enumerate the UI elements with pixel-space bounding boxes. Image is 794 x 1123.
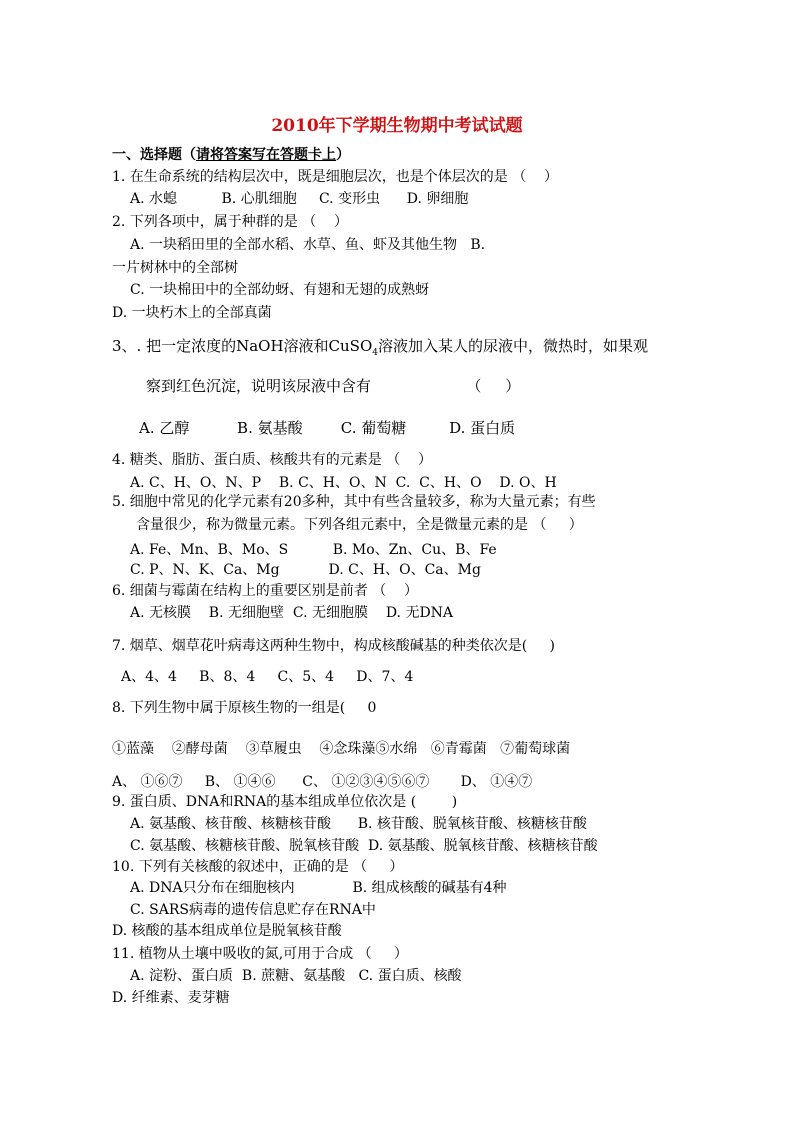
page-title: 2010年下学期生物期中考试试题 [271,116,523,136]
q4-stem: 4. 糖类、脂肪、蛋白质、核酸共有的元素是 （ ） [112,452,433,468]
q1-options: A. 水螅 B. 心肌细胞 C. 变形虫 D. 卵细胞 [130,191,469,207]
q3-stem-sub: 4 [372,348,378,358]
q6-options: A. 无核膜 B. 无细胞壁 C. 无细胞膜 D. 无DNA [130,605,454,621]
q8-items: ①蓝藻 ②酵母菌 ③草履虫 ④念珠藻⑤水绵 ⑥青霉菌 ⑦葡萄球菌 [112,741,571,757]
section-heading [112,146,350,164]
q3-stem [112,337,648,362]
q8-stem: 8. 下列生物中属于原核生物的一组是( 0 [112,700,377,716]
q6-stem: 6. 细菌与霉菌在结构上的重要区别是前者 （ ） [112,583,419,599]
q11-stem: 11. 植物从土壤中吸收的氮,可用于合成 （ ） [112,946,408,962]
q2-stem: 2. 下列各项中，属于种群的是 （ ） [112,214,349,230]
q9-options-cd: C. 氨基酸、核糖核苷酸、脱氧核苷酸 D. 氨基酸、脱氧核苷酸、核糖核苷酸 [130,838,598,854]
q10-stem: 10. 下列有关核酸的叙述中，正确的是 （ ） [112,859,404,875]
q3-stem-2: 察到红色沉淀，说明该尿液中含有 （ ） [146,377,521,395]
section-close: ） [336,147,350,163]
q3-stem-post: 溶液加入某人的尿液中，微热时，如果观 [377,337,648,355]
section-note: 请将答案写在答题卡上 [196,147,336,163]
q5-stem-1: 5. 细胞中常见的化学元素有20多种，其中有些含量较多，称为大量元素；有些 [112,494,596,510]
q8-options: A、 ①⑥⑦ B、 ①④⑥ C、 ①②③④⑤⑥⑦ D、 ①④⑦ [112,774,533,790]
q5-stem-2: 含量很少，称为微量元素。下列各组元素中，全是微量元素的是 （ ） [136,517,583,533]
q2-option-d: D. 一块朽木上的全部真菌 [112,305,272,321]
q7-stem: 7. 烟草、烟草花叶病毒这两种生物中，构成核酸碱基的种类依次是( ) [112,638,555,654]
q3-options: A. 乙醇 B. 氨基酸 C. 葡萄糖 D. 蛋白质 [139,419,516,437]
q10-options-ab: A. DNA只分布在细胞核内 B. 组成核酸的碱基有4种 [130,880,507,896]
q1-stem: 1. 在生命系统的结构层次中，既是细胞层次，也是个体层次的是 （ ） [112,169,559,185]
q10-option-d: D. 核酸的基本组成单位是脱氧核苷酸 [112,923,342,939]
q11-option-d: D. 纤维素、麦芽糖 [112,990,230,1006]
q10-option-c: C. SARS病毒的遗传信息贮存在RNA中 [130,902,376,918]
q2-option-a: A. 一块稻田里的全部水稻、水草、鱼、虾及其他生物 B. [130,237,486,253]
q9-options-ab: A. 氨基酸、核苷酸、核糖核苷酸 B. 核苷酸、脱氧核苷酸、核糖核苷酸 [130,816,587,832]
q9-stem: 9. 蛋白质、DNA和RNA的基本组成单位依次是 ( ) [112,794,458,810]
section-label: 一、选择题（ [112,147,196,163]
q7-options: A、4、4 B、8、4 C、5、4 D、7、4 [121,669,414,685]
q3-stem-pre: 3、. 把一定浓度的NaOH溶液和CuSO [112,337,373,355]
q5-options-ab: A. Fe、Mn、B、Mo、S B. Mo、Zn、Cu、B、Fe [130,542,497,558]
q2-option-b: 一片树林中的全部树 [112,260,238,276]
q5-options-cd: C. P、N、K、Ca、Mg D. C、H、O、Ca、Mg [130,562,481,578]
q2-option-c: C. 一块棉田中的全部幼蚜、有翅和无翅的成熟蚜 [130,282,430,298]
q11-options-abc: A. 淀粉、蛋白质 B. 蔗糖、氨基酸 C. 蛋白质、核酸 [130,968,462,984]
q4-options: A. C、H、O、N、P B. C、H、O、N C. C、H、O D. O、H [130,475,557,491]
